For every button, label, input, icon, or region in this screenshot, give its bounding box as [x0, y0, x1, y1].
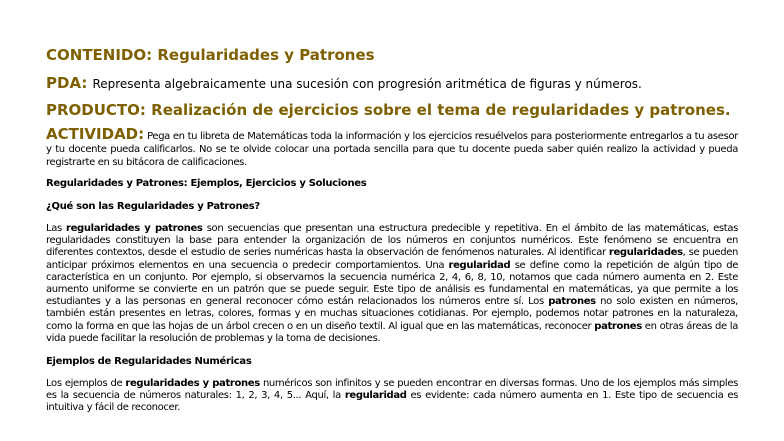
- p1-text-5: no solo existen en números, también están presentes en letras, colores, formas y en muchas situaciones cotidianas. Por ejemplo, podemos notar patrones en la naturaleza, como la forma en que las hojas de un árbol crecen o en un diseño textil. Al igual que en las matemáticas, reconocer: [46, 296, 739, 332]
- p1-bold-3: regularidad: [448, 259, 511, 271]
- pda-text: Representa algebraicamente una sucesión con progresión aritmética de figuras y números.: [92, 77, 642, 91]
- question-heading: [46, 200, 738, 213]
- p1-text-4: se define como la repetición de algún tipo de característica en un conjunto. Por ejemplo, si observamos la secuencia numérica 2, 4, 6, 8, 10, notamos que cada número aumenta en 2. Este aumento uniforme se convierte en un patrón que se puede seguir. Este tipo de análisis es fundamental en matemáticas, ya que permite a los estudiantes y a las personas en general reconocer cómo están relacionados los números entre sí. Los: [46, 259, 738, 308]
- examples-heading-text: Ejemplos de Regularidades Numéricas: [46, 356, 252, 368]
- p2-bold-2: regularidad: [344, 390, 407, 402]
- p1-bold-2: regularidades: [608, 247, 683, 259]
- pda-label: PDA:: [46, 74, 88, 92]
- p2-text-1: Los ejemplos de: [46, 378, 126, 390]
- p1-bold-5: patrones: [594, 320, 642, 332]
- actividad-text: Pega en tu libreta de Matemáticas toda la información y los ejercicios resuélvelos para posteriormente entregarlos a tu asesor y tu docente pueda calificarlos. No se te olvide colocar una portada sencilla para que tu docente pueda saber quién realizo la actividad y pueda registrarte en su bitácora de calificaciones.: [46, 131, 738, 168]
- question-heading-text: ¿Qué son las Regularidades y Patrones?: [46, 201, 260, 212]
- actividad-paragraph: [46, 125, 738, 169]
- p1-text-2: son secuencias que presentan una estructura predecible y repetitiva. En el ámbito de las matemáticas, estas regularidades constituyen la base para entender la organización de los números en conjuntos numéricos. Este fenómeno se encuentra en diferentes contextos, desde el estudio de series numéricas hasta la observación de fenómenos naturales. Al identificar: [46, 223, 738, 259]
- actividad-label: ACTIVIDAD:: [46, 125, 145, 143]
- p1-text-1: Las: [46, 223, 67, 234]
- document-page: [46, 46, 738, 425]
- pda-line: [46, 74, 738, 93]
- p1-text-6: en otras áreas de la vida puede facilitar la resolución de problemas y la toma de decisiones.: [46, 320, 738, 344]
- p2-text-2: numéricos son infinitos y se pueden encontrar en diversas formas. Uno de los ejemplos más simples es la secuencia de números naturales: 1, 2, 3, 4, 5... Aquí, la: [46, 378, 738, 402]
- p2-bold-1: regularidades y patrones: [125, 378, 260, 390]
- article-title-text: Regularidades y Patrones: Ejemplos, Ejercicios y Soluciones: [46, 178, 367, 189]
- examples-paragraph: [46, 378, 738, 415]
- p1-text-3: , se pueden anticipar próximos elementos en una secuencia o predecir comportamientos. Una: [46, 247, 738, 271]
- p2-text-3: es evidente: cada número aumenta en 1. Este tipo de secuencia es intuitiva y fácil de reconocer.: [46, 390, 738, 414]
- examples-heading: [46, 355, 738, 368]
- article-title: [46, 177, 738, 190]
- p1-bold-1: regularidades y patrones: [66, 223, 203, 234]
- p1-bold-4: patrones: [548, 296, 596, 308]
- contenido-heading: CONTENIDO: Regularidades y Patrones: [46, 46, 375, 64]
- definition-paragraph: [46, 223, 738, 345]
- producto-heading: PRODUCTO: Realización de ejercicios sobre el tema de regularidades y patrones.: [46, 101, 731, 119]
